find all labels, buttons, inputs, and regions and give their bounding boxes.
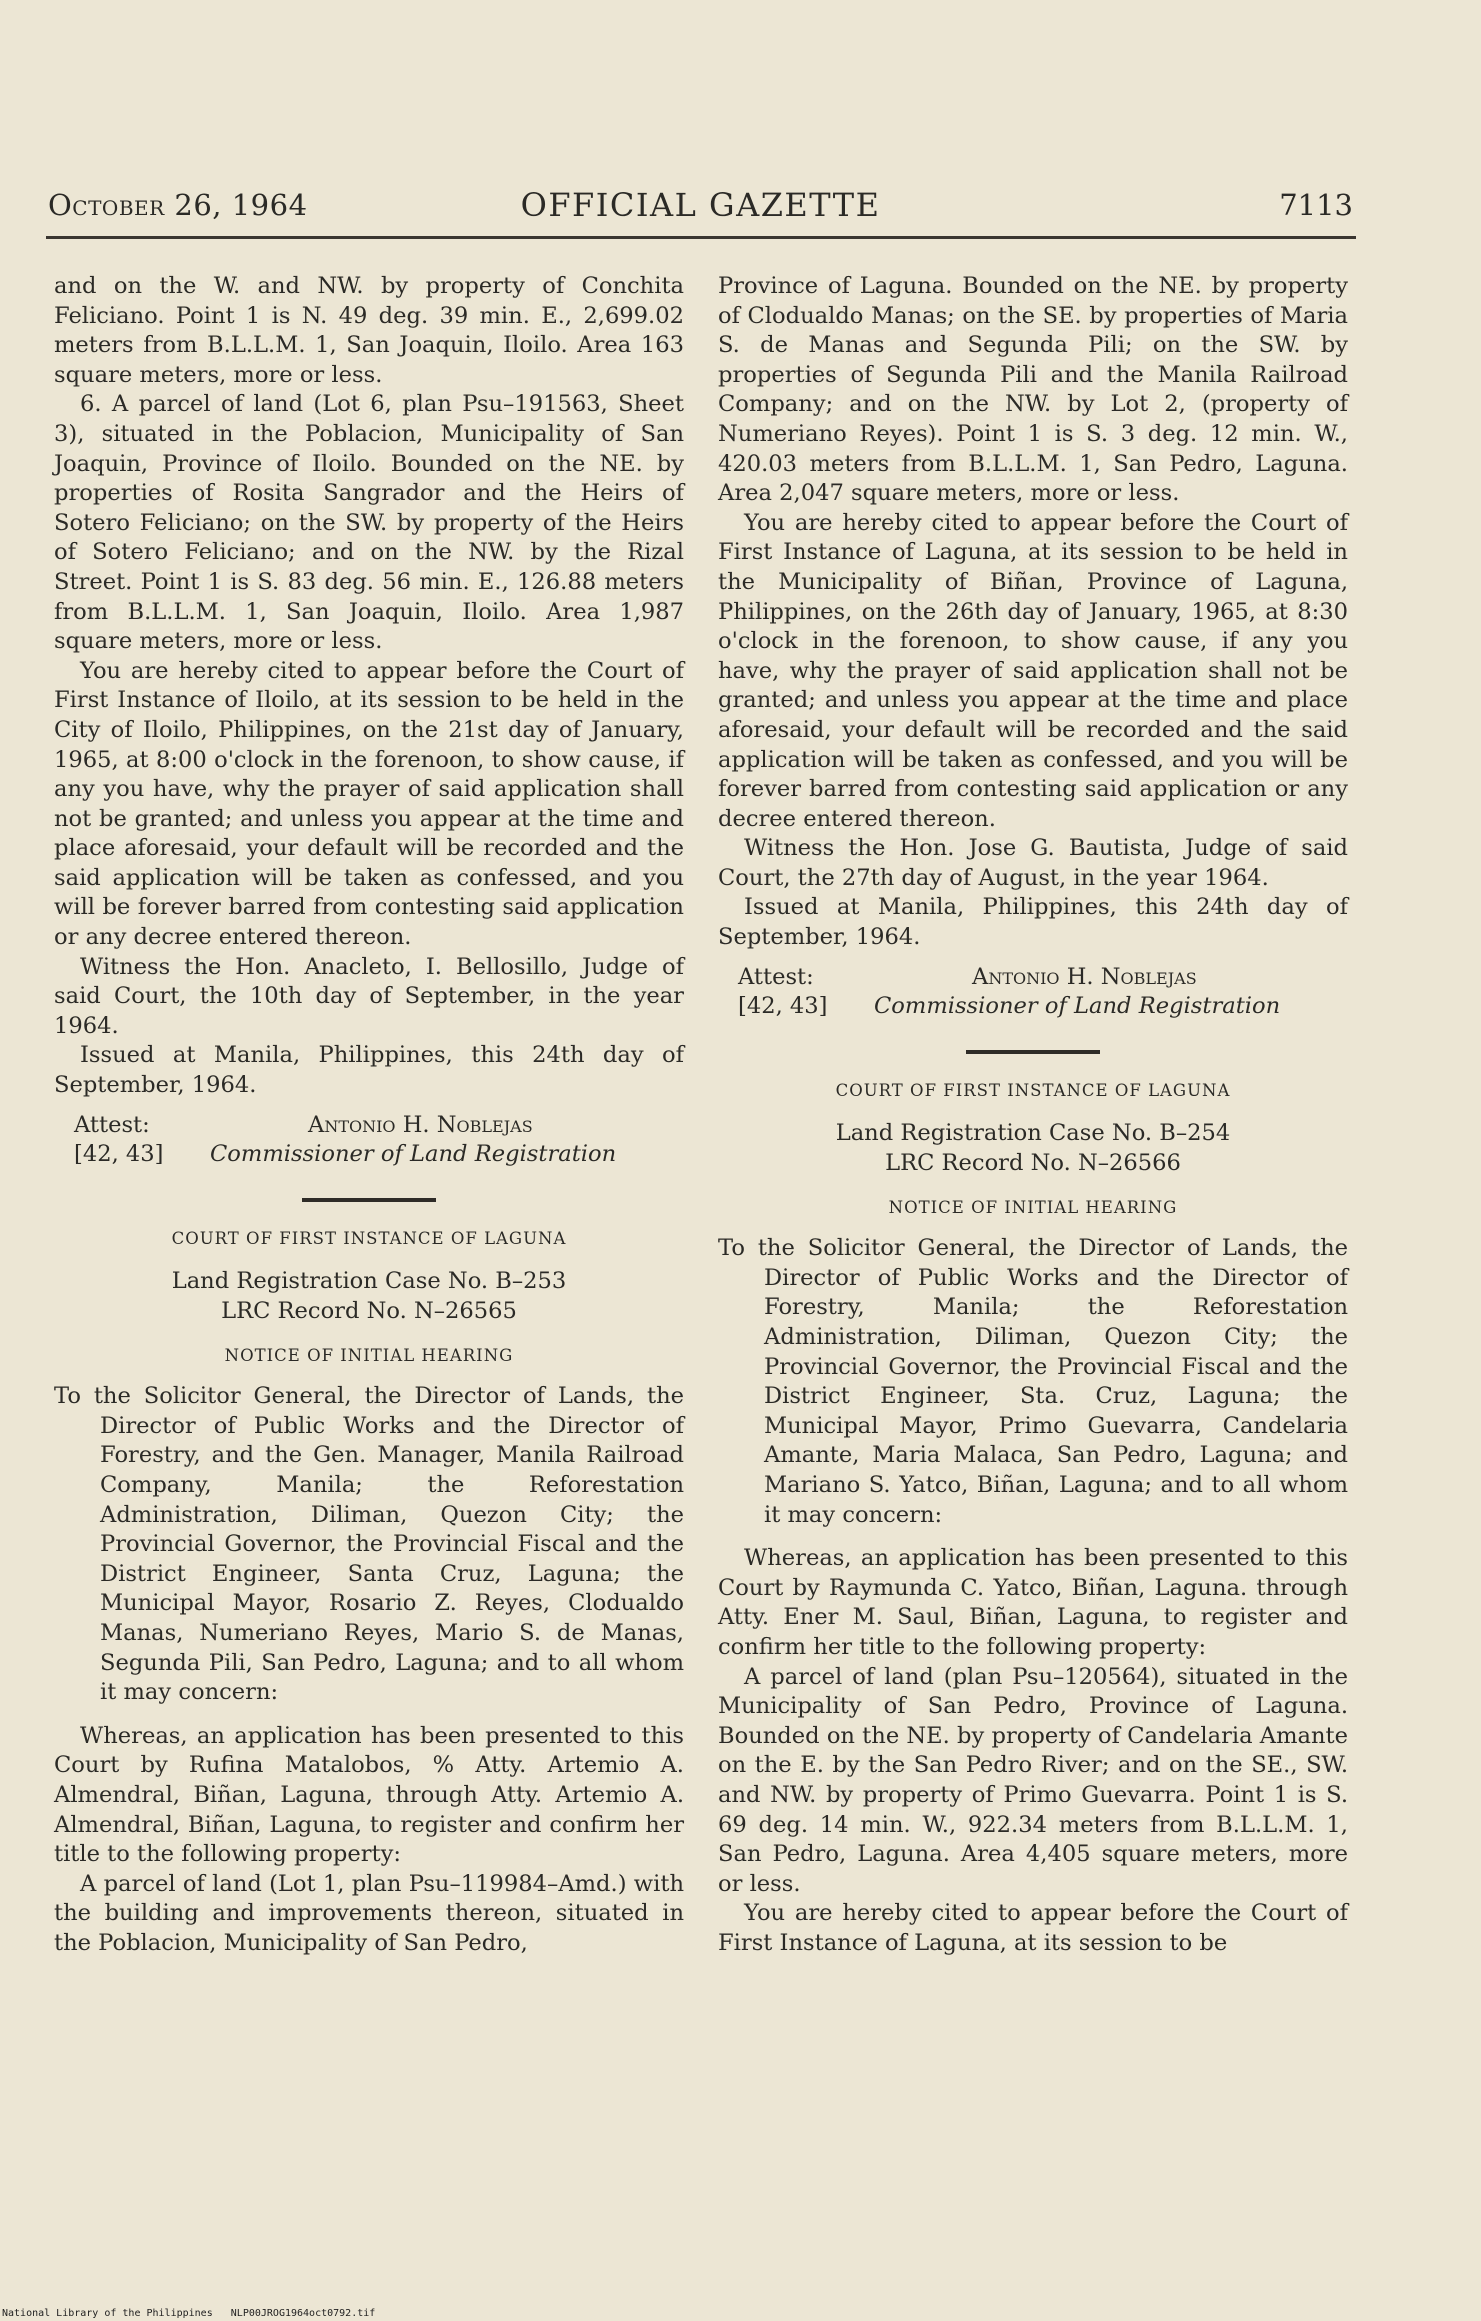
paragraph: Province of Laguna. Bounded on the NE. by property of Clodualdo Manas; on the SE. by properties of Maria S. de Manas and Segunda Pili; on the SW. by properties of Segunda Pili and the Manila Railroad Company; and on the NW. by Lot 2, (property of Numeriano Reyes). Point 1 is S. 3 deg. 12 min. W., 420.03 meters from B.L.L.M. 1, San Pedro, Laguna. Area 2,047 square meters, more or less. (718, 273, 1348, 507)
section-divider (966, 1050, 1100, 1054)
attest-label: Attest: (74, 1111, 150, 1138)
attest-label: Attest: (738, 963, 814, 990)
paragraph: Whereas, an application has been presented to this Court by Rufina Matalobos, % Atty. Artemio A. Almendral, Biñan, Laguna, through Atty. Artemio A. Almendral, Biñan, Laguna, to register and confirm her title to the following property: (54, 1722, 684, 1868)
notice-heading: NOTICE OF INITIAL HEARING (888, 1197, 1178, 1217)
issue-date: October 26, 1964 (48, 188, 308, 222)
footer-filename: NLP00JROG1964oct0792.tif (230, 2308, 376, 2319)
record-number: LRC Record No. N–26566 (885, 1150, 1181, 1177)
footer-source: National Library of the Philippines (2, 2308, 213, 2319)
page-number: 7113 (1279, 188, 1353, 222)
notice-heading: NOTICE OF INITIAL HEARING (224, 1345, 514, 1365)
attest-name: Antonio H. Noblejas (972, 963, 1197, 990)
paragraph: Issued at Manila, Philippines, this 24th day of September, 1964. (718, 894, 1348, 951)
section-divider (302, 1198, 436, 1202)
paragraph: Witness the Hon. Jose G. Bautista, Judge of said Court, the 27th day of August, in the year 1964. (718, 835, 1348, 891)
record-number: LRC Record No. N–26565 (221, 1298, 517, 1324)
paragraph: A parcel of land (plan Psu–120564), situated in the Municipality of San Pedro, Province of Laguna. Bounded on the NE. by property of Candelaria Amante on the E. by the San Pedro River; and on the SE., SW. and NW. by property of Primo Guevarra. Point 1 is S. 69 deg. 14 min. W., 922.34 meters from B.L.L.M. 1, San Pedro, Laguna. Area 4,405 square meters, more or less. (718, 1663, 1348, 1897)
page-header (48, 188, 1353, 234)
paragraph: Issued at Manila, Philippines, this 24th day of September, 1964. (54, 1042, 684, 1099)
addressee-block: To the Solicitor General, the Director of Lands, the Director of Public Works and the Director of Forestry, and the Gen. Manager, Manila Railroad Company, Manila; the Reforestation Administration, Diliman, Quezon City; the Provincial Governor, the Provincial Fiscal and the District Engineer, Santa Cruz, Laguna; the Municipal Mayor, Rosario Z. Reyes, Clodualdo Manas, Numeriano Reyes, Mario S. de Manas, Segunda Pili, San Pedro, Laguna; and to all whom it may concern: (54, 1383, 684, 1706)
attest-name: Antonio H. Noblejas (308, 1111, 533, 1138)
left-column (54, 272, 684, 1958)
paragraph: Witness the Hon. Anacleto, I. Bellosillo, Judge of said Court, the 10th day of September, in the year 1964. (54, 953, 684, 1039)
court-heading: COURT OF FIRST INSTANCE OF LAGUNA (171, 1228, 567, 1248)
case-number: Land Registration Case No. B–254 (835, 1120, 1231, 1147)
publication-title: OFFICIAL GAZETTE (520, 186, 881, 224)
attest-line (738, 963, 1348, 993)
case-number: Land Registration Case No. B–253 (171, 1268, 567, 1295)
paragraph: A parcel of land (Lot 1, plan Psu–119984–Amd.) with the building and improvements thereon, situated in the Poblacion, Municipality of San Pedro, (54, 1870, 684, 1956)
paragraph: Whereas, an application has been presented to this Court by Raymunda C. Yatco, Biñan, Laguna. through Atty. Ener M. Saul, Biñan, Laguna, to register and confirm her title to the following property: (718, 1545, 1348, 1660)
paragraph: You are hereby cited to appear before the Court of First Instance of Laguna, at its session to be held in the Municipality of Biñan, Province of Laguna, Philippines, on the 26th day of January, 1965, at 8:30 o'clock in the forenoon, to show cause, if any you have, why the prayer of said application shall not be granted; and unless you appear at the time and place aforesaid, your default will be recorded and the said application will be taken as confessed, and you will be forever barred from contesting said application or any decree entered thereon. (718, 509, 1348, 832)
attest-title: Commissioner of Land Registration (874, 993, 1281, 1020)
paragraph: and on the W. and NW. by property of Conchita Feliciano. Point 1 is N. 49 deg. 39 min. E., 2,699.02 meters from B.L.L.M. 1, San Joaquin, Iloilo. Area 163 square meters, more or less. (54, 273, 684, 388)
attest-line (74, 1111, 684, 1141)
paragraph: You are hereby cited to appear before the Court of First Instance of Laguna, at its session to be (718, 1900, 1348, 1956)
attest-title-line (74, 1140, 684, 1170)
scan-footer (2, 2308, 375, 2319)
paragraph: You are hereby cited to appear before the Court of First Instance of Iloilo, at its session to be held in the City of Iloilo, Philippines, on the 21st day of January, 1965, at 8:00 o'clock in the forenoon, to show cause, if any you have, why the prayer of said application shall not be granted; and unless you appear at the time and place aforesaid, your default will be recorded and the said application will be taken as confessed, and you will be forever barred from contesting said application or any decree entered thereon. (54, 657, 684, 951)
court-heading: COURT OF FIRST INSTANCE OF LAGUNA (835, 1080, 1231, 1100)
addressee-block: To the Solicitor General, the Director of Lands, the Director of Public Works and the Director of Forestry, Manila; the Reforestation Administration, Diliman, Quezon City; the Provincial Governor, the Provincial Fiscal and the District Engineer, Sta. Cruz, Laguna; the Municipal Mayor, Primo Guevarra, Candelaria Amante, Maria Malaca, San Pedro, Laguna; and Mariano S. Yatco, Biñan, Laguna; and to all whom it may concern: (718, 1235, 1348, 1528)
header-rule (46, 236, 1356, 239)
attest-title-line (738, 992, 1348, 1022)
right-column (718, 272, 1348, 1958)
attest-ref: [42, 43] (738, 993, 828, 1020)
attest-ref: [42, 43] (74, 1141, 164, 1168)
paragraph: 6. A parcel of land (Lot 6, plan Psu–191563, Sheet 3), situated in the Poblacion, Municipality of San Joaquin, Province of Iloilo. Bounded on the NE. by properties of Rosita Sangrador and the Heirs of Sotero Feliciano; on the SW. by property of the Heirs of Sotero Feliciano; and on the NW. by the Rizal Street. Point 1 is S. 83 deg. 56 min. E., 126.88 meters from B.L.L.M. 1, San Joaquin, Iloilo. Area 1,987 square meters, more or less. (54, 391, 684, 655)
attest-title: Commissioner of Land Registration (210, 1141, 617, 1168)
